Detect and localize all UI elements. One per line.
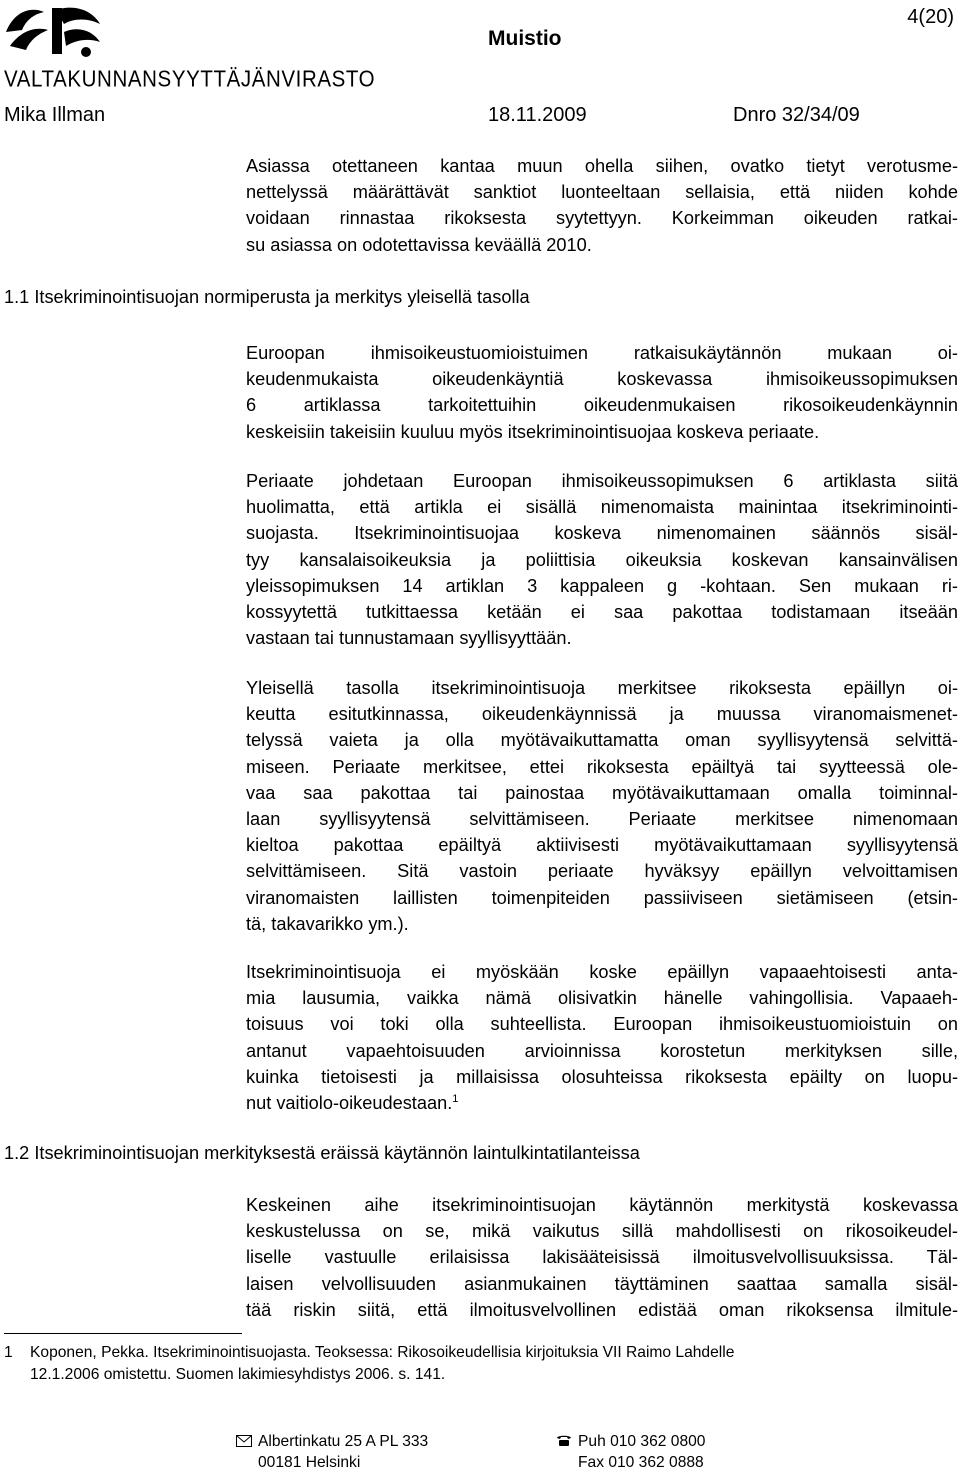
logo-symbol	[4, 2, 104, 60]
text-line: keudenmukaista oikeudenkäyntiä koskevassa ihmisoikeussopimuksen	[246, 369, 958, 390]
footnote-reference[interactable]: 1	[452, 1092, 459, 1105]
text-line: 6 artiklassa tarkoitettuihin oikeudenmukaisen rikosoikeudenkäynnin	[246, 395, 958, 416]
text-line: su asiassa on odotettavissa keväällä 2010.	[246, 234, 592, 255]
document-number: Dnro 32/34/09	[733, 104, 860, 126]
document-date: 18.11.2009	[488, 104, 587, 126]
text-line: telyssä vaieta ja olla myötävaikuttamatta oman syyllisyytensä selvittä-	[246, 730, 958, 751]
text-line: Periaate johdetaan Euroopan ihmisoikeussopimuksen 6 artiklasta siitä	[246, 471, 958, 491]
text-line: Itsekriminointisuoja ei myöskään koske epäillyn vapaaehtoisesti anta-	[246, 962, 958, 982]
text-line: kuinka tietoisesti ja millaisissa olosuhteissa rikoksesta epäilty on luopu-	[246, 1066, 958, 1087]
section-heading-1-2: 1.2 Itsekriminointisuojan merkityksestä eräissä käytännön laintulkintatilanteissa	[4, 1143, 640, 1163]
footnote-line: Koponen, Pekka. Itsekriminointisuojasta. Teoksessa: Rikosoikeudellisia kirjoituksia VII Raimo Lahdelle	[30, 1344, 735, 1361]
footnote-separator	[4, 1333, 242, 1334]
text-line-content: nut vaitiolo-oikeudestaan.	[246, 1092, 453, 1113]
text-line: vastaan tai tunnustamaan syyllisyyttään.	[246, 628, 572, 649]
text-line: keskustelussa on se, mikä vaikutus sillä mahdollisesti on rikosoikeudel-	[246, 1221, 958, 1242]
text-line: viranomaisten laillisten toimenpiteiden passiiviseen sietämiseen (etsin-	[246, 887, 958, 908]
paragraph-3	[246, 675, 958, 937]
phone-number: Puh 010 362 0800	[578, 1433, 706, 1450]
text-line: liselle vastuulle erilaisissa lakisääteisissä ilmoitusvelvollisuuksissa. Täl-	[246, 1247, 958, 1268]
fax-number: Fax 010 362 0888	[578, 1454, 704, 1471]
text-line: toisuus voi toki olla suhteellista. Euroopan ihmisoikeustuomioistuin on	[246, 1014, 958, 1035]
text-line: laisen velvollisuuden asianmukainen täyttäminen saattaa samalla sisäl-	[246, 1273, 958, 1294]
text-line: selvittämiseen. Sitä vastoin periaate hyväksyy epäillyn velvoittamisen	[246, 861, 958, 882]
footer-address-line	[236, 1452, 428, 1473]
text-line: kossyytettä tutkittaessa ketään ei saa pakottaa todistamaan itseään	[246, 601, 958, 622]
text-line: suojasta. Itsekriminointisuojaa koskeva nimenomainen säännös sisäl-	[246, 523, 958, 544]
text-line: laan syyllisyytensä selvittämiseen. Periaate merkitsee nimenomaan	[246, 808, 958, 829]
footnote	[4, 1342, 734, 1386]
text-line: yleissopimuksen 14 artiklan 3 kappaleen g -kohtaan. Sen mukaan ri-	[246, 575, 958, 596]
paragraph-5	[246, 1192, 958, 1323]
text-line	[246, 1090, 958, 1116]
text-line: vaa saa pakottaa tai painostaa myötävaikuttamaan omalla toiminnal-	[246, 782, 958, 803]
text-line: tää riskin siitä, että ilmoitusvelvollinen edistää oman rikoksensa ilmitule-	[246, 1299, 958, 1320]
paragraph-1	[246, 340, 958, 445]
text-line: miseen. Periaate merkitsee, ettei rikoksesta epäiltyä tai syytteessä ole-	[246, 756, 958, 777]
footer-contact-line	[556, 1431, 705, 1452]
text-line: tyy kansalaisoikeuksia ja poliittisia oikeuksia koskevan kansainvälisen	[246, 549, 958, 570]
paragraph-2	[246, 468, 958, 651]
text-line: Euroopan ihmisoikeustuomioistuimen ratkaisukäytännön mukaan oi-	[246, 343, 958, 363]
street-address: Albertinkatu 25 A PL 333	[258, 1433, 429, 1450]
paragraph-4	[246, 959, 958, 1116]
text-line: antanut vapaehtoisuuden arvioinnissa korostetun merkityksen sille,	[246, 1040, 958, 1061]
author: Mika Illman	[4, 104, 106, 126]
footnote-line: 12.1.2006 omistettu. Suomen lakimiesyhdistys 2006. s. 141.	[30, 1366, 446, 1383]
footer-contact-line	[556, 1452, 705, 1473]
text-line: huolimatta, että artikla ei sisällä nimenomaista mainintaa itsekriminointi-	[246, 497, 958, 518]
paragraph-intro	[246, 153, 958, 258]
document-type: Muistio	[488, 27, 562, 50]
text-line: kieltoa pakottaa epäiltyä aktiivisesti myötävaikuttamaan syyllisyytensä	[246, 835, 958, 856]
envelope-icon	[236, 1431, 258, 1452]
text-line: mia lausumia, vaikka nämä olisivatkin hänelle vahingollisia. Vapaaeh-	[246, 988, 958, 1009]
text-line: nettelyssä määrättävät sanktiot luonteeltaan sellaisia, että niiden kohde	[246, 182, 958, 203]
text-line: keskeisiin takeisiin kuuluu myös itsekriminointisuojaa koskeva periaate.	[246, 421, 820, 442]
text-line: voidaan rinnastaa rikoksesta syytettyyn. Korkeimman oikeuden ratkai-	[246, 208, 958, 229]
organization-name: VALTAKUNNANSYYTTÄJÄNVIRASTO	[4, 66, 376, 93]
page-number: 4(20)	[907, 6, 954, 28]
section-heading-1-1: 1.1 Itsekriminointisuojan normiperusta ja merkitys yleisellä tasolla	[4, 287, 530, 307]
footnote-number: 1	[4, 1344, 13, 1361]
text-line: Yleisellä tasolla itsekriminointisuoja merkitsee rikoksesta epäillyn oi-	[246, 678, 958, 698]
text-line: tä, takavarikko ym.).	[246, 913, 409, 934]
text-line: Keskeinen aihe itsekriminointisuojan käytännön merkitystä koskevassa	[246, 1195, 958, 1215]
text-line: keutta esitutkinnassa, oikeudenkäynnissä ja muussa viranomaismenet-	[246, 704, 958, 725]
text-line: Asiassa otettaneen kantaa muun ohella siihen, ovatko tietyt verotusme-	[246, 156, 958, 176]
footer-address-line	[236, 1431, 428, 1452]
telephone-icon	[556, 1431, 578, 1452]
postal-address: 00181 Helsinki	[258, 1454, 361, 1471]
